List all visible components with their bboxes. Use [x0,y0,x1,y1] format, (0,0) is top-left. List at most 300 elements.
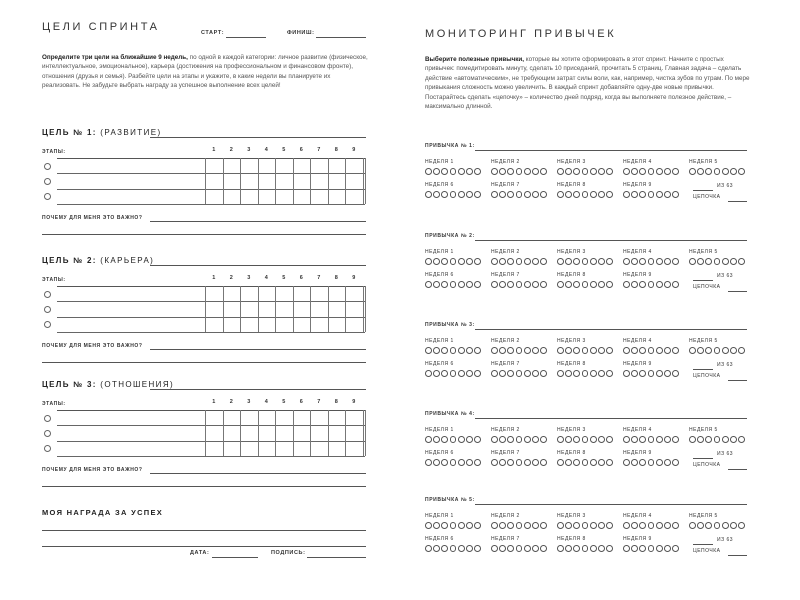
day-circle-icon[interactable] [722,436,729,443]
day-circle-icon[interactable] [466,370,473,377]
day-circle-icon[interactable] [606,459,613,466]
day-circle-icon[interactable] [639,191,646,198]
day-circle-icon[interactable] [450,258,457,265]
day-circle-icon[interactable] [705,522,712,529]
why-important-line-2[interactable] [42,362,366,363]
day-circle-icon[interactable] [524,281,531,288]
day-circle-icon[interactable] [664,522,671,529]
day-circle-icon[interactable] [689,522,696,529]
day-circle-icon[interactable] [631,168,638,175]
day-circle-icon[interactable] [664,545,671,552]
days-count-field[interactable] [693,190,713,191]
day-circle-icon[interactable] [466,258,473,265]
day-circle-icon[interactable] [573,191,580,198]
day-circle-icon[interactable] [648,168,655,175]
chain-field[interactable] [728,555,747,556]
day-circle-icon[interactable] [656,522,663,529]
day-circle-icon[interactable] [441,436,448,443]
day-circle-icon[interactable] [425,281,432,288]
day-circle-icon[interactable] [425,459,432,466]
day-circle-icon[interactable] [441,522,448,529]
day-circle-icon[interactable] [507,545,514,552]
reward-line-2[interactable] [42,546,366,547]
day-circle-icon[interactable] [491,545,498,552]
day-circle-icon[interactable] [590,281,597,288]
day-circle-icon[interactable] [664,347,671,354]
day-circle-icon[interactable] [598,347,605,354]
day-circle-icon[interactable] [450,436,457,443]
day-circle-icon[interactable] [639,347,646,354]
day-circle-icon[interactable] [540,347,547,354]
day-circle-icon[interactable] [590,522,597,529]
day-circle-icon[interactable] [573,168,580,175]
day-circle-icon[interactable] [705,436,712,443]
day-circle-icon[interactable] [648,258,655,265]
day-circle-icon[interactable] [656,347,663,354]
day-circle-icon[interactable] [450,168,457,175]
day-circle-icon[interactable] [582,191,589,198]
stage-row[interactable] [57,442,365,457]
day-circle-icon[interactable] [524,545,531,552]
day-circle-icon[interactable] [532,370,539,377]
habit-name-field[interactable] [475,150,747,151]
day-circle-icon[interactable] [507,459,514,466]
day-circle-icon[interactable] [590,459,597,466]
habit-name-field[interactable] [475,240,747,241]
day-circle-icon[interactable] [491,258,498,265]
day-circle-icon[interactable] [532,436,539,443]
day-circle-icon[interactable] [433,258,440,265]
day-circle-icon[interactable] [557,436,564,443]
day-circle-icon[interactable] [532,191,539,198]
day-circle-icon[interactable] [458,168,465,175]
day-circle-icon[interactable] [474,436,481,443]
day-circle-icon[interactable] [565,191,572,198]
day-circle-icon[interactable] [606,347,613,354]
day-circle-icon[interactable] [730,347,737,354]
day-circle-icon[interactable] [582,281,589,288]
day-circle-icon[interactable] [639,436,646,443]
day-circle-icon[interactable] [598,281,605,288]
day-circle-icon[interactable] [689,258,696,265]
day-circle-icon[interactable] [532,258,539,265]
day-circle-icon[interactable] [606,168,613,175]
day-circle-icon[interactable] [697,168,704,175]
day-circle-icon[interactable] [631,370,638,377]
day-circle-icon[interactable] [474,168,481,175]
day-circle-icon[interactable] [590,545,597,552]
signature-field[interactable] [307,557,366,558]
day-circle-icon[interactable] [656,191,663,198]
day-circle-icon[interactable] [474,459,481,466]
reward-line-1[interactable] [42,530,366,531]
day-circle-icon[interactable] [441,258,448,265]
day-circle-icon[interactable] [450,545,457,552]
day-circle-icon[interactable] [672,370,679,377]
day-circle-icon[interactable] [433,281,440,288]
day-circle-icon[interactable] [524,459,531,466]
day-circle-icon[interactable] [540,459,547,466]
stage-row[interactable] [57,302,365,317]
day-circle-icon[interactable] [714,258,721,265]
day-circle-icon[interactable] [516,522,523,529]
day-circle-icon[interactable] [565,459,572,466]
stage-circle-icon[interactable] [44,306,51,313]
day-circle-icon[interactable] [499,281,506,288]
day-circle-icon[interactable] [648,347,655,354]
day-circle-icon[interactable] [648,522,655,529]
day-circle-icon[interactable] [631,545,638,552]
day-circle-icon[interactable] [524,436,531,443]
day-circle-icon[interactable] [565,545,572,552]
day-circle-icon[interactable] [474,347,481,354]
day-circle-icon[interactable] [557,545,564,552]
stage-circle-icon[interactable] [44,291,51,298]
day-circle-icon[interactable] [474,545,481,552]
day-circle-icon[interactable] [590,258,597,265]
day-circle-icon[interactable] [491,281,498,288]
day-circle-icon[interactable] [714,168,721,175]
day-circle-icon[interactable] [499,370,506,377]
day-circle-icon[interactable] [590,347,597,354]
day-circle-icon[interactable] [672,258,679,265]
day-circle-icon[interactable] [598,168,605,175]
day-circle-icon[interactable] [499,347,506,354]
day-circle-icon[interactable] [532,545,539,552]
day-circle-icon[interactable] [664,370,671,377]
day-circle-icon[interactable] [540,370,547,377]
goal-title-field[interactable] [150,137,366,138]
days-count-field[interactable] [693,280,713,281]
day-circle-icon[interactable] [664,258,671,265]
day-circle-icon[interactable] [425,545,432,552]
day-circle-icon[interactable] [730,168,737,175]
day-circle-icon[interactable] [606,436,613,443]
day-circle-icon[interactable] [524,347,531,354]
day-circle-icon[interactable] [582,522,589,529]
day-circle-icon[interactable] [474,191,481,198]
day-circle-icon[interactable] [433,522,440,529]
day-circle-icon[interactable] [582,168,589,175]
day-circle-icon[interactable] [722,522,729,529]
day-circle-icon[interactable] [631,191,638,198]
day-circle-icon[interactable] [466,168,473,175]
days-count-field[interactable] [693,544,713,545]
stage-circle-icon[interactable] [44,430,51,437]
day-circle-icon[interactable] [491,191,498,198]
day-circle-icon[interactable] [573,370,580,377]
day-circle-icon[interactable] [433,370,440,377]
day-circle-icon[interactable] [656,281,663,288]
day-circle-icon[interactable] [631,281,638,288]
day-circle-icon[interactable] [639,258,646,265]
day-circle-icon[interactable] [466,191,473,198]
day-circle-icon[interactable] [441,370,448,377]
day-circle-icon[interactable] [656,436,663,443]
day-circle-icon[interactable] [565,281,572,288]
day-circle-icon[interactable] [565,370,572,377]
day-circle-icon[interactable] [672,347,679,354]
day-circle-icon[interactable] [499,191,506,198]
day-circle-icon[interactable] [524,168,531,175]
day-circle-icon[interactable] [532,522,539,529]
day-circle-icon[interactable] [499,522,506,529]
day-circle-icon[interactable] [441,347,448,354]
day-circle-icon[interactable] [540,436,547,443]
why-important-line-2[interactable] [42,486,366,487]
day-circle-icon[interactable] [590,436,597,443]
day-circle-icon[interactable] [573,347,580,354]
day-circle-icon[interactable] [672,281,679,288]
day-circle-icon[interactable] [623,436,630,443]
day-circle-icon[interactable] [458,258,465,265]
stage-row[interactable] [57,174,365,189]
habit-name-field[interactable] [475,504,747,505]
why-important-line-1[interactable] [150,473,366,474]
day-circle-icon[interactable] [565,168,572,175]
day-circle-icon[interactable] [598,191,605,198]
day-circle-icon[interactable] [458,522,465,529]
day-circle-icon[interactable] [491,168,498,175]
day-circle-icon[interactable] [606,370,613,377]
day-circle-icon[interactable] [425,258,432,265]
why-important-line-1[interactable] [150,349,366,350]
day-circle-icon[interactable] [656,168,663,175]
day-circle-icon[interactable] [425,436,432,443]
day-circle-icon[interactable] [648,370,655,377]
day-circle-icon[interactable] [738,436,745,443]
day-circle-icon[interactable] [598,258,605,265]
day-circle-icon[interactable] [623,370,630,377]
date-field[interactable] [212,557,258,558]
day-circle-icon[interactable] [631,459,638,466]
day-circle-icon[interactable] [491,347,498,354]
day-circle-icon[interactable] [458,459,465,466]
day-circle-icon[interactable] [540,191,547,198]
day-circle-icon[interactable] [474,522,481,529]
day-circle-icon[interactable] [474,370,481,377]
day-circle-icon[interactable] [598,459,605,466]
day-circle-icon[interactable] [623,347,630,354]
day-circle-icon[interactable] [491,459,498,466]
day-circle-icon[interactable] [557,370,564,377]
day-circle-icon[interactable] [441,459,448,466]
day-circle-icon[interactable] [516,436,523,443]
day-circle-icon[interactable] [582,370,589,377]
day-circle-icon[interactable] [474,258,481,265]
day-circle-icon[interactable] [672,459,679,466]
day-circle-icon[interactable] [466,459,473,466]
day-circle-icon[interactable] [623,459,630,466]
stage-row[interactable] [57,318,365,333]
day-circle-icon[interactable] [433,347,440,354]
day-circle-icon[interactable] [425,370,432,377]
day-circle-icon[interactable] [474,281,481,288]
day-circle-icon[interactable] [672,545,679,552]
day-circle-icon[interactable] [450,347,457,354]
day-circle-icon[interactable] [639,545,646,552]
day-circle-icon[interactable] [524,191,531,198]
day-circle-icon[interactable] [639,522,646,529]
day-circle-icon[interactable] [532,168,539,175]
stage-row[interactable] [57,159,365,174]
day-circle-icon[interactable] [507,522,514,529]
day-circle-icon[interactable] [672,191,679,198]
day-circle-icon[interactable] [606,545,613,552]
day-circle-icon[interactable] [491,522,498,529]
day-circle-icon[interactable] [606,191,613,198]
day-circle-icon[interactable] [450,370,457,377]
day-circle-icon[interactable] [565,347,572,354]
day-circle-icon[interactable] [540,168,547,175]
day-circle-icon[interactable] [573,545,580,552]
day-circle-icon[interactable] [606,522,613,529]
day-circle-icon[interactable] [631,347,638,354]
day-circle-icon[interactable] [598,436,605,443]
day-circle-icon[interactable] [656,459,663,466]
stage-circle-icon[interactable] [44,163,51,170]
day-circle-icon[interactable] [565,258,572,265]
day-circle-icon[interactable] [458,436,465,443]
day-circle-icon[interactable] [573,281,580,288]
day-circle-icon[interactable] [623,191,630,198]
start-field[interactable] [226,37,266,38]
day-circle-icon[interactable] [458,191,465,198]
day-circle-icon[interactable] [573,459,580,466]
day-circle-icon[interactable] [697,347,704,354]
chain-field[interactable] [728,291,747,292]
day-circle-icon[interactable] [623,168,630,175]
day-circle-icon[interactable] [582,545,589,552]
goal-title-field[interactable] [150,265,366,266]
day-circle-icon[interactable] [557,281,564,288]
day-circle-icon[interactable] [714,436,721,443]
day-circle-icon[interactable] [516,281,523,288]
day-circle-icon[interactable] [540,258,547,265]
day-circle-icon[interactable] [433,459,440,466]
day-circle-icon[interactable] [582,459,589,466]
day-circle-icon[interactable] [689,347,696,354]
day-circle-icon[interactable] [499,436,506,443]
stage-row[interactable] [57,411,365,426]
day-circle-icon[interactable] [450,191,457,198]
day-circle-icon[interactable] [491,436,498,443]
stage-circle-icon[interactable] [44,415,51,422]
day-circle-icon[interactable] [664,436,671,443]
day-circle-icon[interactable] [582,436,589,443]
day-circle-icon[interactable] [714,522,721,529]
day-circle-icon[interactable] [499,545,506,552]
day-circle-icon[interactable] [738,258,745,265]
why-important-line-1[interactable] [150,221,366,222]
day-circle-icon[interactable] [425,168,432,175]
day-circle-icon[interactable] [656,258,663,265]
day-circle-icon[interactable] [631,258,638,265]
day-circle-icon[interactable] [516,459,523,466]
day-circle-icon[interactable] [450,281,457,288]
day-circle-icon[interactable] [458,347,465,354]
day-circle-icon[interactable] [722,258,729,265]
day-circle-icon[interactable] [532,459,539,466]
day-circle-icon[interactable] [590,370,597,377]
day-circle-icon[interactable] [425,522,432,529]
day-circle-icon[interactable] [689,436,696,443]
day-circle-icon[interactable] [714,347,721,354]
day-circle-icon[interactable] [590,168,597,175]
day-circle-icon[interactable] [664,191,671,198]
stage-circle-icon[interactable] [44,178,51,185]
chain-field[interactable] [728,201,747,202]
day-circle-icon[interactable] [573,522,580,529]
day-circle-icon[interactable] [450,522,457,529]
days-count-field[interactable] [693,458,713,459]
day-circle-icon[interactable] [524,258,531,265]
day-circle-icon[interactable] [516,347,523,354]
day-circle-icon[interactable] [450,459,457,466]
day-circle-icon[interactable] [705,258,712,265]
day-circle-icon[interactable] [557,347,564,354]
day-circle-icon[interactable] [664,459,671,466]
day-circle-icon[interactable] [730,258,737,265]
day-circle-icon[interactable] [441,545,448,552]
day-circle-icon[interactable] [656,545,663,552]
day-circle-icon[interactable] [606,281,613,288]
stage-row[interactable] [57,190,365,205]
day-circle-icon[interactable] [516,191,523,198]
day-circle-icon[interactable] [582,258,589,265]
day-circle-icon[interactable] [532,281,539,288]
day-circle-icon[interactable] [664,281,671,288]
day-circle-icon[interactable] [425,347,432,354]
day-circle-icon[interactable] [458,370,465,377]
day-circle-icon[interactable] [705,168,712,175]
day-circle-icon[interactable] [598,370,605,377]
day-circle-icon[interactable] [639,168,646,175]
day-circle-icon[interactable] [441,168,448,175]
day-circle-icon[interactable] [499,258,506,265]
day-circle-icon[interactable] [697,436,704,443]
day-circle-icon[interactable] [573,436,580,443]
day-circle-icon[interactable] [433,191,440,198]
day-circle-icon[interactable] [648,191,655,198]
day-circle-icon[interactable] [664,168,671,175]
day-circle-icon[interactable] [516,258,523,265]
day-circle-icon[interactable] [540,545,547,552]
day-circle-icon[interactable] [631,436,638,443]
day-circle-icon[interactable] [540,522,547,529]
day-circle-icon[interactable] [672,436,679,443]
day-circle-icon[interactable] [507,370,514,377]
day-circle-icon[interactable] [738,347,745,354]
day-circle-icon[interactable] [532,347,539,354]
day-circle-icon[interactable] [466,347,473,354]
day-circle-icon[interactable] [557,459,564,466]
day-circle-icon[interactable] [639,281,646,288]
day-circle-icon[interactable] [466,281,473,288]
day-circle-icon[interactable] [598,522,605,529]
finish-field[interactable] [316,37,366,38]
day-circle-icon[interactable] [441,281,448,288]
why-important-line-2[interactable] [42,234,366,235]
day-circle-icon[interactable] [491,370,498,377]
day-circle-icon[interactable] [499,459,506,466]
day-circle-icon[interactable] [557,522,564,529]
day-circle-icon[interactable] [507,168,514,175]
day-circle-icon[interactable] [516,168,523,175]
day-circle-icon[interactable] [507,347,514,354]
day-circle-icon[interactable] [466,436,473,443]
day-circle-icon[interactable] [466,545,473,552]
